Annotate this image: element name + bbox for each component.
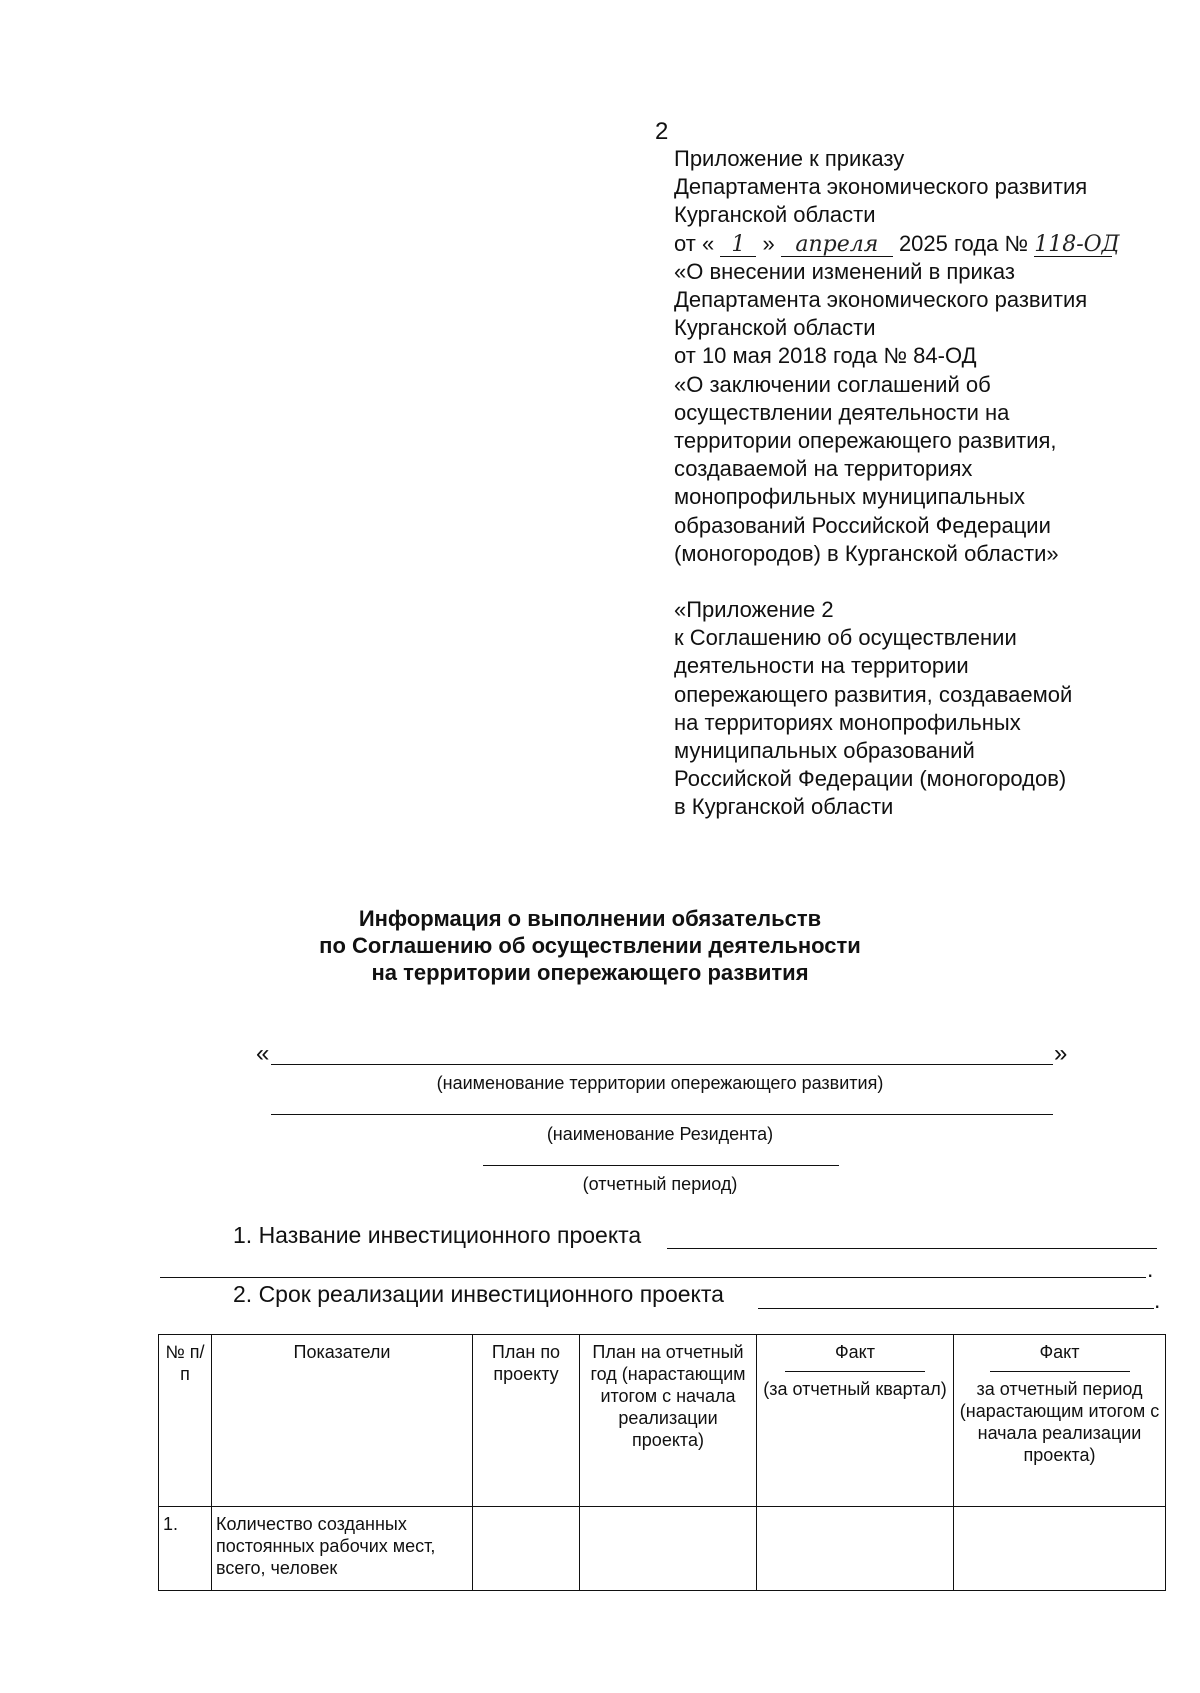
item1-end-dot: .: [1147, 1256, 1154, 1282]
appendix-line: на территориях монопрофильных: [674, 709, 1021, 735]
header-plan-year: План на отчетный год (нарастающим итогом с начала реализации проекта): [580, 1335, 757, 1507]
attachment-line: Курганской области: [674, 202, 876, 228]
row-fact-period[interactable]: [954, 1507, 1166, 1591]
title-line: по Соглашению об осуществлении деятельности: [319, 933, 861, 958]
territory-caption: (наименование территории опережающего развития): [436, 1073, 884, 1093]
appendix-line: опережающего развития, создаваемой: [674, 681, 1073, 707]
period-caption: (отчетный период): [582, 1174, 738, 1194]
appendix-line: в Курганской области: [674, 794, 894, 820]
attachment-line: осуществлении деятельности на: [674, 399, 1010, 425]
appendix-line: Российской Федерации (моногородов): [674, 766, 1067, 792]
territory-open-quote: «: [256, 1040, 270, 1067]
attachment-line: монопрофильных муниципальных: [674, 484, 1026, 510]
header-fact-period-label: Факт: [1039, 1342, 1080, 1362]
row-indicator: Количество созданных постоянных рабочих мест, всего, человек: [212, 1507, 473, 1591]
attachment-line: «О внесении изменений в приказ: [674, 258, 1015, 284]
appendix-line: «Приложение 2: [674, 597, 834, 622]
resident-caption: (наименование Резидента): [546, 1124, 774, 1144]
header-fact-quarter-label: Факт: [834, 1342, 876, 1362]
row-plan-year[interactable]: [580, 1507, 757, 1591]
attachment-line: Курганской области: [674, 315, 876, 341]
attachment-line: (моногородов) в Курганской области»: [674, 540, 1059, 566]
header-fact-period: [954, 1335, 1166, 1507]
attachment-line: Департамента экономического развития: [674, 287, 1088, 313]
resident-name-blank[interactable]: [271, 1114, 1053, 1115]
appendix-line: муниципальных образований: [674, 738, 975, 764]
document-title: [200, 905, 980, 986]
order-attachment-block: [674, 145, 1174, 568]
project-term-blank[interactable]: [758, 1308, 1154, 1309]
date-mid: »: [762, 230, 775, 256]
fact-period-divider: [990, 1371, 1130, 1372]
territory-close-quote: »: [1054, 1040, 1068, 1067]
handwritten-day: 1: [720, 234, 756, 257]
table-header-row: [159, 1335, 1166, 1507]
date-year: 2025 года №: [898, 230, 1029, 256]
attachment-line: Департамента экономического развития: [674, 174, 1088, 200]
header-fact-quarter: [757, 1335, 954, 1507]
project-name-blank[interactable]: [667, 1248, 1157, 1249]
item1-label: 1. Название инвестиционного проекта: [233, 1222, 642, 1248]
row-num: 1.: [159, 1507, 212, 1591]
page-number: 2: [655, 118, 669, 145]
table-row: [159, 1507, 1166, 1591]
attachment-line: Приложение к приказу: [674, 146, 905, 171]
handwritten-month: апреля: [781, 234, 893, 257]
fact-quarter-divider: [785, 1371, 925, 1372]
header-fact-period-sub: за отчетный период (нарастающим итогом с начала реализации проекта): [959, 1379, 1160, 1465]
item2-end-dot: .: [1154, 1287, 1161, 1313]
territory-name-blank[interactable]: [271, 1064, 1053, 1065]
date-prefix: от «: [674, 230, 715, 256]
row-plan-project[interactable]: [473, 1507, 580, 1591]
header-plan-project: План по проекту: [473, 1335, 580, 1507]
header-fact-quarter-sub: (за отчетный квартал): [763, 1379, 947, 1399]
period-blank[interactable]: [483, 1165, 839, 1166]
obligations-table: [158, 1334, 1166, 1591]
handwritten-order-number: 118-ОД: [1034, 231, 1120, 257]
title-line: Информация о выполнении обязательств: [358, 906, 822, 931]
row-fact-quarter[interactable]: [757, 1507, 954, 1591]
attachment-line: создаваемой на территориях: [674, 456, 973, 482]
attachment-line: территории опережающего развития,: [674, 428, 1057, 454]
appendix-line: к Соглашению об осуществлении: [674, 625, 1017, 651]
attachment-line: образований Российской Федерации: [674, 512, 1051, 538]
attachment-line: от 10 мая 2018 года № 84-ОД: [674, 343, 977, 369]
header-num: № п/п: [159, 1335, 212, 1507]
appendix-line: деятельности на территории: [674, 653, 969, 679]
order-date-line: [674, 230, 1174, 258]
appendix-block: [674, 596, 1174, 822]
project-name-blank-continued[interactable]: [160, 1277, 1146, 1278]
item2-label: 2. Срок реализации инвестиционного проекта: [233, 1281, 724, 1307]
attachment-line: «О заключении соглашений об: [674, 371, 991, 397]
title-line: на территории опережающего развития: [371, 960, 809, 985]
header-indicators: Показатели: [212, 1335, 473, 1507]
